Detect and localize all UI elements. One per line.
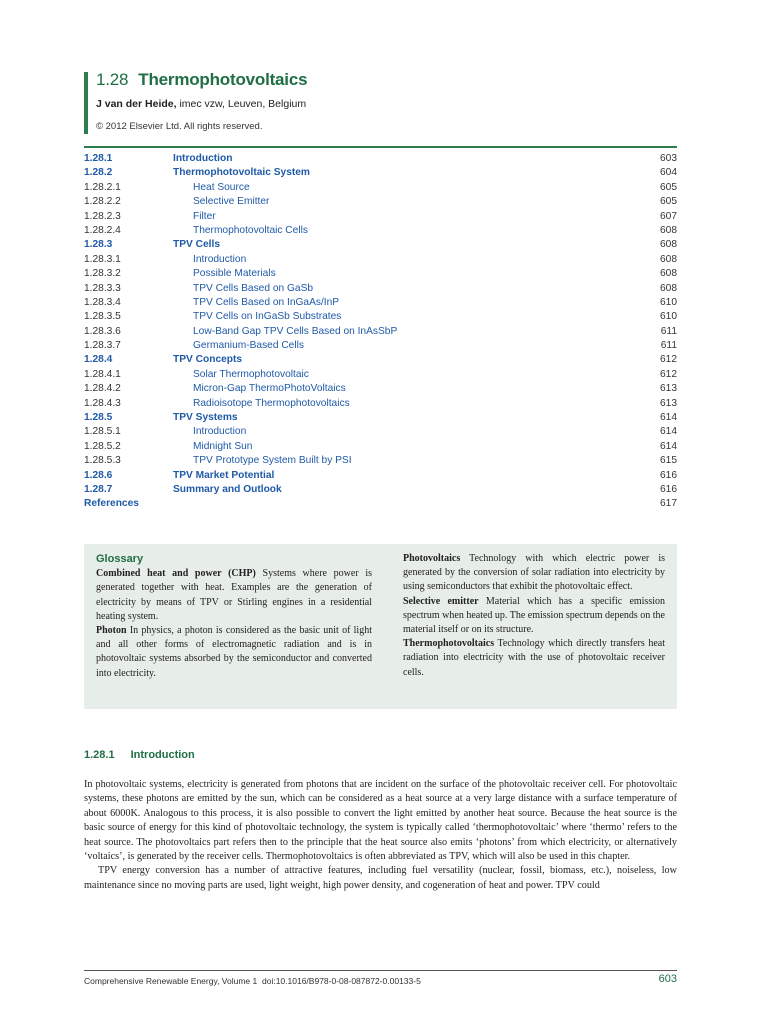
toc-entry[interactable]	[84, 310, 677, 324]
toc-entry-number: 1.28.3.6	[84, 325, 121, 337]
toc-entry-page: 608	[660, 224, 677, 236]
toc-entry-title: Thermophotovoltaic System	[173, 167, 310, 179]
toc-entry-page: 614	[660, 412, 677, 424]
paragraph: In photovoltaic systems, electricity is generated from photons that are incident on the surface of the photovoltaic receiver cell. For photovoltaic systems, these photons are emitted by the sun, which can be considered as a heat source at a very large distance with a surface temperature of about 6000K. Analogous to this process, it is also possible to convert the light emitted by another heat source. Because the heat source is the basic source of energy for this kind of photovoltaic technology, the system is typically called ‘thermophotovoltaic’ where ‘thermo’ refers to the heat source. The photovoltaics part refers then to the principle that the heat source also emits ‘photons’ from which electricity, or alternatively ‘voltaics’, is generated by the receiver cells. Thermophotovoltaics is often abbreviated as TPV, which will also be used in this chapter.	[84, 779, 677, 863]
paragraph: TPV energy conversion has a number of attractive features, including fuel versatility (nuclear, fossil, biomass, etc.), noiseless, low maintenance since no moving parts are used, light weight, high power density, and cogeneration of heat and power. TPV could	[84, 865, 677, 891]
glossary-title: Glossary	[96, 553, 144, 565]
toc-entry-title: TPV Cells on InGaSb Substrates	[193, 311, 342, 323]
section-number: 1.28.1	[84, 749, 115, 761]
glossary-term: Photon	[96, 625, 127, 637]
toc-entry-number: 1.28.1	[84, 153, 113, 164]
toc-entry-title: Introduction	[173, 153, 233, 164]
toc-entry-number: 1.28.7	[84, 483, 113, 495]
toc-entry-number: 1.28.2.2	[84, 196, 121, 208]
toc-entry-title: Possible Materials	[193, 268, 276, 280]
toc-entry-page: 607	[660, 210, 677, 222]
glossary-term: Selective emitter	[403, 595, 479, 607]
toc-entry-page: 613	[660, 383, 677, 395]
author-line	[96, 98, 306, 110]
toc-entry[interactable]	[84, 339, 677, 353]
toc-entry-number: 1.28.2.3	[84, 210, 121, 222]
glossary-definition: Systems where power is generated together with heat. Examples are the generation of electricity by means of TPV or Stirling engines in a residential heating system.	[96, 568, 372, 622]
toc-entry-title: TPV Cells Based on InGaAs/InP	[193, 296, 340, 308]
toc-entry-number: 1.28.5.1	[84, 426, 121, 438]
toc-entry[interactable]	[84, 224, 677, 238]
toc-entry-number: 1.28.5	[84, 412, 113, 424]
toc-entry[interactable]	[84, 497, 677, 511]
glossary-definition: Technology which directly transfers heat radiation into electricity with the use of photovoltaic receiver cells.	[403, 638, 665, 678]
chapter-accent-bar	[84, 72, 88, 134]
chapter-number: 1.28	[96, 70, 129, 89]
table-of-contents	[84, 152, 677, 512]
author-name: J van der Heide,	[96, 98, 177, 110]
toc-entry[interactable]	[84, 382, 677, 396]
toc-entry-title: TPV Concepts	[173, 354, 243, 366]
glossary-term: Thermophotovoltaics	[403, 638, 495, 650]
toc-entry[interactable]	[84, 181, 677, 195]
toc-entry-number: 1.28.4.3	[84, 397, 121, 409]
glossary-term: Photovoltaics	[403, 553, 461, 564]
toc-entry-number: 1.28.3.1	[84, 253, 121, 265]
glossary-entry	[96, 624, 372, 681]
toc-entry[interactable]	[84, 238, 677, 252]
toc-entry-page: 608	[660, 253, 677, 265]
toc-entry-number: 1.28.3.5	[84, 311, 121, 323]
author-affiliation: imec vzw, Leuven, Belgium	[179, 98, 307, 110]
chapter-title-text: Thermophotovoltaics	[138, 70, 308, 89]
toc-entry-title: Solar Thermophotovoltaic	[193, 368, 309, 380]
section-title: Introduction	[130, 749, 195, 761]
page-number: 603	[658, 973, 677, 985]
toc-entry-title: TPV Systems	[173, 412, 238, 424]
toc-entry-number: 1.28.4.2	[84, 383, 121, 395]
toc-entry[interactable]	[84, 440, 677, 454]
section-heading	[84, 749, 195, 761]
glossary-definition: Material which has a specific emission spectrum when heated up. The emission spectrum depends on the material itself or on its structure.	[403, 595, 665, 636]
toc-divider	[84, 146, 677, 148]
toc-entry-title: Filter	[193, 210, 216, 222]
toc-entry-number: 1.28.3.7	[84, 340, 121, 352]
toc-entry[interactable]	[84, 353, 677, 367]
toc-entry-page: 613	[660, 397, 677, 409]
toc-entry-page: 608	[660, 239, 677, 251]
chapter-title	[96, 70, 307, 90]
toc-entry-number: 1.28.5.3	[84, 455, 121, 467]
glossary-entry	[96, 567, 372, 624]
toc-entry[interactable]	[84, 411, 677, 425]
toc-entry-title: Radioisotope Thermophotovoltaics	[193, 397, 350, 409]
toc-entry-page: 611	[660, 340, 677, 352]
toc-entry-page: 605	[660, 181, 677, 193]
toc-entry-title: TPV Prototype System Built by PSI	[193, 455, 352, 467]
toc-entry-number: 1.28.5.2	[84, 440, 121, 452]
glossary-left-column	[96, 552, 372, 681]
glossary-term: Combined heat and power (CHP)	[96, 568, 256, 580]
toc-entry[interactable]	[84, 152, 677, 166]
footer-doi: doi:10.1016/B978-0-08-087872-0.00133-5	[262, 976, 421, 986]
footer-book-title: Comprehensive Renewable Energy, Volume 1	[84, 976, 258, 986]
glossary-box	[84, 544, 677, 709]
toc-entry-page: 608	[660, 282, 677, 294]
toc-entry-title: Low-Band Gap TPV Cells Based on InAsSbP	[193, 325, 398, 337]
toc-entry-title: Thermophotovoltaic Cells	[193, 224, 308, 236]
toc-entry[interactable]	[84, 253, 677, 267]
toc-entry-page: 610	[660, 296, 677, 308]
toc-entry[interactable]	[84, 296, 677, 310]
toc-entry-title: Selective Emitter	[193, 196, 270, 208]
glossary-definition: Technology with which electric power is generated by the conversion of solar radiation into electricity by using semiconductors that exhibit the photovoltaic effect.	[403, 553, 665, 593]
toc-entry[interactable]	[84, 483, 677, 497]
toc-entry-page: 612	[660, 354, 677, 366]
toc-entry-title: TPV Cells Based on GaSb	[193, 282, 314, 294]
toc-entry-page: 614	[660, 426, 677, 438]
copyright-notice: © 2012 Elsevier Ltd. All rights reserved.	[96, 121, 263, 132]
toc-entry-number: References	[84, 498, 139, 510]
toc-entry-page: 612	[660, 368, 677, 380]
toc-entry-page: 603	[660, 153, 677, 164]
toc-entry[interactable]	[84, 195, 677, 209]
toc-entry-page: 605	[660, 196, 677, 208]
glossary-entry	[403, 595, 665, 638]
glossary-entry	[403, 637, 665, 680]
toc-entry-number: 1.28.2	[84, 167, 113, 179]
toc-entry-page: 611	[660, 325, 677, 337]
toc-entry[interactable]	[84, 282, 677, 296]
footer-divider	[84, 970, 677, 971]
glossary-entry	[403, 552, 665, 595]
toc-entry-number: 1.28.4.1	[84, 368, 121, 380]
toc-entry[interactable]	[84, 454, 677, 468]
toc-entry-title: TPV Market Potential	[173, 469, 275, 481]
toc-entry-page: 616	[660, 483, 677, 495]
toc-entry-number: 1.28.4	[84, 354, 113, 366]
toc-entry-number: 1.28.3.2	[84, 268, 121, 280]
toc-entry-title: TPV Cells	[173, 239, 220, 251]
toc-entry[interactable]	[84, 425, 677, 439]
toc-entry-number: 1.28.3.4	[84, 296, 121, 308]
toc-entry-title: Micron-Gap ThermoPhotoVoltaics	[193, 383, 346, 395]
toc-entry[interactable]	[84, 397, 677, 411]
toc-entry-title: Introduction	[193, 253, 247, 265]
toc-entry-page: 608	[660, 268, 677, 280]
glossary-right-column	[403, 552, 665, 680]
toc-entry[interactable]	[84, 325, 677, 339]
toc-entry[interactable]	[84, 166, 677, 180]
toc-entry-number: 1.28.6	[84, 469, 113, 481]
toc-entry-title: Heat Source	[193, 181, 250, 193]
toc-entry-page: 617	[660, 498, 677, 510]
toc-entry-title: Introduction	[193, 426, 247, 438]
toc-entry[interactable]	[84, 368, 677, 382]
toc-entry-number: 1.28.2.1	[84, 181, 121, 193]
toc-entry-page: 604	[660, 167, 677, 179]
glossary-definition: In physics, a photon is considered as the basic unit of light and all other forms of electromagnetic radiation and is in photovoltaic systems absorbed by the semiconductor and converted into electricity.	[96, 625, 372, 679]
section-body	[84, 778, 677, 893]
toc-entry-number: 1.28.2.4	[84, 224, 121, 236]
toc-entry-page: 615	[660, 455, 677, 467]
toc-entry[interactable]	[84, 469, 677, 483]
toc-entry-title: Summary and Outlook	[173, 483, 282, 495]
toc-entry-title: Germanium-Based Cells	[193, 340, 304, 352]
toc-entry-title: Midnight Sun	[193, 440, 253, 452]
toc-entry-page: 616	[660, 469, 677, 481]
toc-entry-number: 1.28.3	[84, 239, 113, 251]
toc-entry-page: 614	[660, 440, 677, 452]
toc-entry-number: 1.28.3.3	[84, 282, 121, 294]
toc-entry[interactable]	[84, 267, 677, 281]
toc-entry-page: 610	[660, 311, 677, 323]
toc-entry[interactable]	[84, 210, 677, 224]
